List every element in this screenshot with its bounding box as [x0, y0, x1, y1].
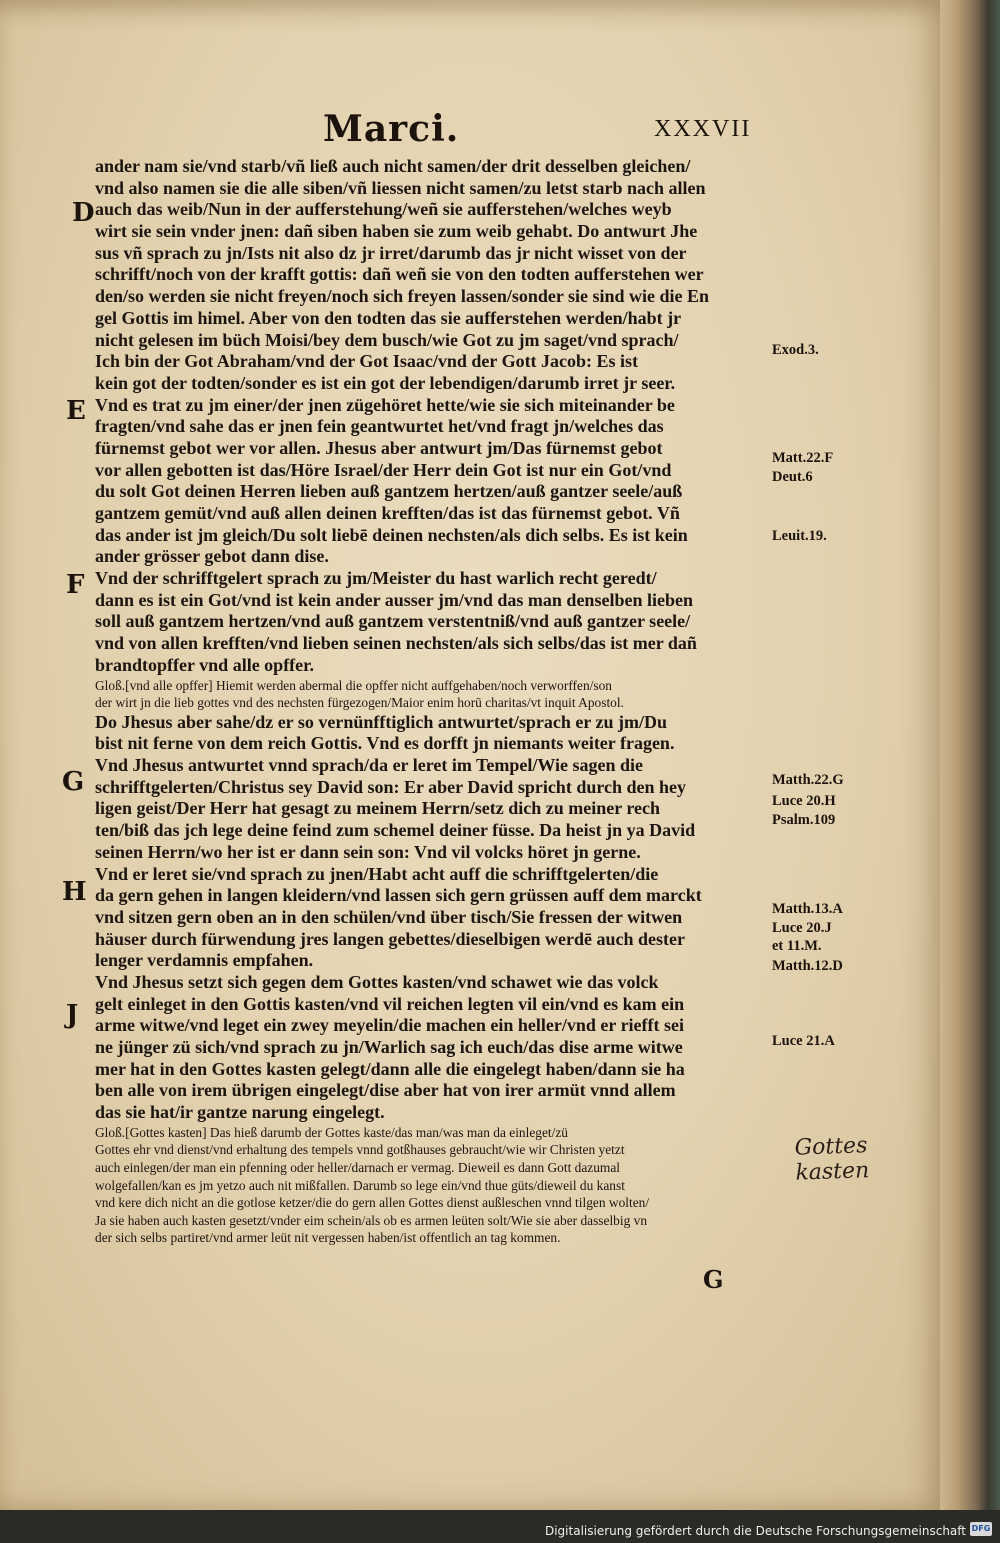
- body-line: vnd sitzen gern oben an in den schülen/vnd über tisch/Sie fressen der witwen: [95, 906, 683, 927]
- gloss-line: Gottes ehr vnd dienst/vnd erhaltung des tempels vnnd gotßhauses gebraucht/wie wir Christen yetzt: [95, 1142, 625, 1158]
- handwritten-annotation: Gottes kasten: [794, 1133, 870, 1186]
- body-line: Vnd er leret sie/vnd sprach zu jnen/Habt acht auff die schrifftgelerten/die: [95, 863, 659, 884]
- margin-reference: Leuit.19.: [772, 528, 827, 544]
- body-line: Do Jhesus aber sahe/dz er so vernünfftiglich antwurtet/sprach er zu jm/Du: [95, 711, 667, 732]
- gloss-line: Ja sie haben auch kasten gesetzt/vnder eim schein/als ob es armen leüten solt/Wie sie aber dasselbig vn: [95, 1212, 648, 1228]
- body-line: ander grösser gebot dann dise.: [95, 546, 329, 567]
- book-edge: [940, 0, 1000, 1510]
- gloss-line: der wirt jn die lieb gottes vnd des nechsten fürgezogen/Maior enim horū charitas/vt inquit Apostol.: [95, 695, 624, 711]
- body-line: da gern gehen in langen kleidern/vnd lassen sich gern grüssen auff dem marckt: [95, 885, 702, 906]
- body-line: seinen Herrn/wo her ist er dann sein son: Vnd vil volcks höret jn gerne.: [95, 841, 641, 862]
- body-line: dann es ist ein Got/vnd ist kein ander ausser jm/vnd das man denselben lieben: [95, 589, 693, 610]
- body-line: schrifftgelerten/Christus sey David son: Er aber David spricht durch den hey: [95, 776, 687, 797]
- margin-reference: Matth.13.A: [772, 901, 843, 917]
- margin-reference: Matth.22.G: [772, 772, 844, 788]
- section-letter: G: [62, 767, 85, 797]
- margin-reference: Deut.6: [772, 469, 813, 485]
- gloss-line: Gloß.[vnd alle opffer] Hiemit werden abermal die opffer nicht auffgehaben/noch verworffen/son: [95, 677, 612, 693]
- margin-reference: Luce 20.J: [772, 920, 832, 936]
- body-line: das sie hat/ir gantze narung eingelegt.: [95, 1102, 385, 1123]
- gloss-line: der sich selbs partiret/vnd armer leüt nit vergessen haben/ist offentlich an tag kommen.: [95, 1230, 561, 1246]
- body-line: Vnd Jhesus setzt sich gegen dem Gottes kasten/vnd schawet wie das volck: [95, 971, 659, 992]
- folio-number: XXXVII: [654, 116, 752, 142]
- catchword: G: [703, 1265, 724, 1294]
- body-line: häuser durch fürwendung jres langen gebettes/dieselbigen werdē auch dester: [95, 928, 686, 949]
- running-head: Marci.: [323, 108, 460, 150]
- gloss-line: wolgefallen/kan es jm yetzo auch nit mißfallen. Darumb so lege ein/vnd thue güts/dieweil du kanst: [95, 1177, 625, 1193]
- body-line: auch das weib/Nun in der aufferstehung/weñ sie aufferstehen/welches weyb: [95, 199, 672, 220]
- body-line: ligen geist/Der Herr hat gesagt zu meinem Herrn/setz dich zu meiner rech: [95, 798, 661, 819]
- section-letter: F: [66, 570, 85, 600]
- body-line: Ich bin der Got Abraham/vnd der Got Isaac/vnd der Gott Jacob: Es ist: [95, 351, 639, 372]
- section-letter: D: [72, 198, 95, 228]
- gloss-line: vnd kere dich nicht an die gotlose ketzer/die do gern allen Gottes dienst außleschen vnnd tilgen wolten/: [95, 1195, 650, 1211]
- body-line: sus vñ sprach zu jn/Ists nit also dz jr irret/darumb das jr nicht wisset von der: [95, 242, 687, 263]
- section-letter: H: [62, 877, 87, 907]
- body-line: den/so werden sie nicht freyen/noch sich freyen lassen/sonder sie sind wie die En: [95, 286, 710, 307]
- body-line: vnd also namen sie die alle siben/vñ liessen nicht samen/zu letst starb nach allen: [95, 177, 706, 198]
- body-line: lenger verdamnis empfahen.: [95, 950, 314, 971]
- dfg-logo: DFG: [970, 1522, 992, 1536]
- body-line: wirt sie sein vnder jnen: dañ siben haben sie zum weib gehabt. Do antwurt Jhe: [95, 221, 698, 242]
- margin-reference: Psalm.109: [772, 812, 836, 828]
- section-letter: J: [66, 1000, 79, 1030]
- margin-reference: Luce 20.H: [772, 793, 836, 809]
- body-line: mer hat in den Gottes kasten gelegt/dann alle die eingelegt haben/dann sie ha: [95, 1058, 685, 1079]
- body-line: soll auß gantzem hertzen/vnd auß gantzem verstentniß/vnd auß gantzer seele/: [95, 611, 691, 632]
- body-line: schrifft/noch von der krafft gottis: dañ weñ sie von den todten aufferstehen wer: [95, 264, 704, 285]
- body-line: bist nit ferne von dem reich Gottis. Vnd es dorfft jn niemants weiter fragen.: [95, 733, 675, 754]
- body-line: Vnd Jhesus antwurtet vnnd sprach/da er leret im Tempel/Wie sagen die: [95, 755, 644, 776]
- body-line: vnd von allen krefften/vnd lieben seinen nechsten/als sich selbs/das ist mer dañ: [95, 633, 697, 654]
- gloss-line: Gloß.[Gottes kasten] Das hieß darumb der Gottes kaste/das man/was man da einleget/zü: [95, 1124, 569, 1140]
- body-line: ander nam sie/vnd starb/vñ ließ auch nicht samen/der drit desselben gleichen/: [95, 156, 691, 176]
- body-line: vor allen gebotten ist das/Höre Israel/der Herr dein Got ist nur ein Got/vnd: [95, 459, 672, 480]
- main-text-block: [95, 156, 770, 1247]
- body-line: Vnd es trat zu jm einer/der jnen zügehöret hette/wie sie sich miteinander be: [95, 394, 675, 415]
- body-line: brandtopffer vnd alle opffer.: [95, 654, 315, 675]
- margin-reference: et 11.M.: [772, 938, 822, 954]
- body-line: gantzem gemüt/vnd auß allen deinen krefften/das ist das fürnemst gebot. Vñ: [95, 503, 680, 523]
- margin-reference: Exod.3.: [772, 342, 819, 358]
- footer-credit: Digitalisierung gefördert durch die Deutsche Forschungsgemeinschaft: [544, 1524, 966, 1538]
- section-letter: E: [66, 396, 86, 426]
- body-line: arme witwe/vnd leget ein zwey meyelin/die machen ein heller/vnd er riefft sei: [95, 1015, 685, 1036]
- margin-reference: Matth.12.D: [772, 958, 843, 974]
- body-line: du solt Got deinen Herren lieben auß gantzem hertzen/auß gantzer seele/auß: [95, 481, 683, 502]
- body-line: kein got der todten/sonder es ist ein got der lebendigen/darumb irret jr seer.: [95, 372, 676, 393]
- body-line: ten/biß das jch lege deine feind zum schemel deiner füsse. Da heist jn ya David: [95, 820, 696, 841]
- body-line: gelt einleget in den Gottis kasten/vnd vil reichen legten vil ein/vnd es kam ein: [95, 993, 685, 1014]
- body-line: nicht gelesen im büch Moisi/bey dem busch/wie Got zu jm saget/vnd sprach/: [95, 329, 679, 350]
- body-line: gel Gottis im himel. Aber von den todten das sie aufferstehen werden/habt jr: [95, 307, 682, 328]
- body-line: fürnemst gebot wer vor allen. Jhesus aber antwurt jm/Das fürnemst gebot: [95, 437, 663, 458]
- body-line: fragten/vnd sahe das er jnen fein geantwurtet het/vnd fragt jn/welches das: [95, 416, 664, 437]
- body-line: ne jünger zü sich/vnd sprach zu jn/Warlich sag ich euch/das dise arme witwe: [95, 1037, 683, 1057]
- body-line: Vnd der schrifftgelert sprach zu jm/Meister du hast warlich recht geredt/: [95, 568, 657, 589]
- body-line: ben alle von irem übrigen eingelegt/dise aber hat von irer armüt vnnd allem: [95, 1080, 676, 1101]
- body-line: das ander ist jm gleich/Du solt liebē deinen nechsten/als dich selbs. Es ist kein: [95, 524, 688, 545]
- gloss-line: auch einlegen/der man ein pfenning oder heller/darnach er vermag. Dieweil es dann Gott dazumal: [95, 1159, 620, 1175]
- margin-reference: Luce 21.A: [772, 1033, 835, 1049]
- page-header: [0, 108, 948, 158]
- margin-reference: Matt.22.F: [772, 450, 834, 466]
